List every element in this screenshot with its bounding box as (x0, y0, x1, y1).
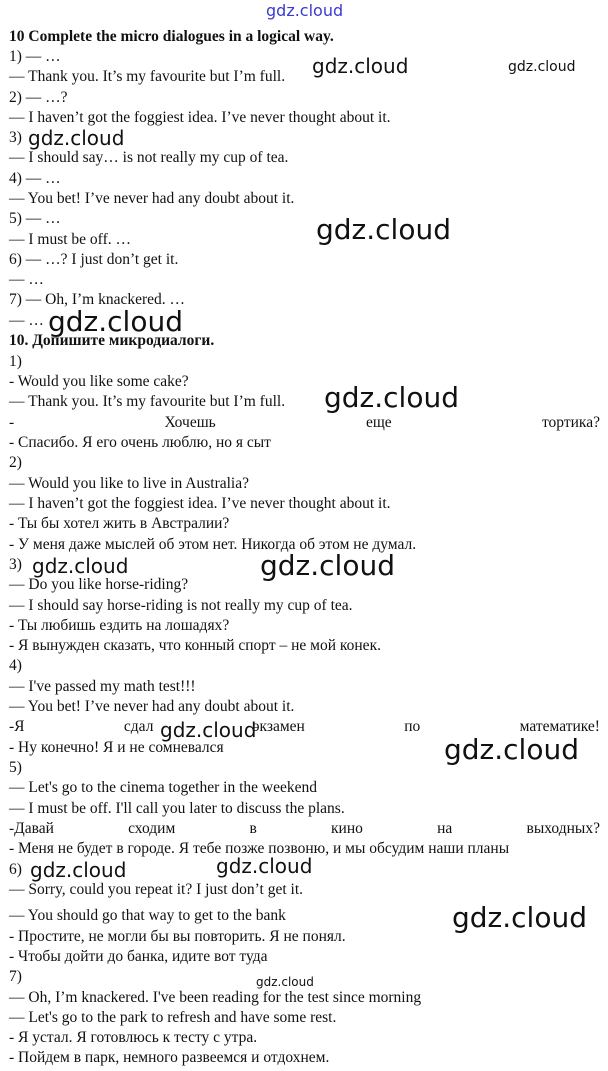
dialogue-line: — You should go that way to get to the bank (9, 907, 286, 924)
word: Хочешь (164, 414, 216, 431)
word: сходим (128, 820, 176, 837)
justified-line (9, 413, 600, 433)
word: математике! (519, 718, 600, 735)
watermark: gdz.cloud (312, 54, 409, 78)
dialogue-line: — I should say horse-riding is not really my cup of tea. (9, 597, 353, 614)
dialogue-line: - Ты бы хотел жить в Австралии? (9, 515, 230, 532)
word: -Давай (9, 820, 54, 837)
word: на (437, 820, 453, 837)
dialogue-line: 6) (9, 861, 22, 878)
word: в (249, 820, 257, 837)
watermark: gdz.cloud (452, 901, 587, 934)
exercise-title-ru: 10. Допишите микродиалоги. (9, 332, 215, 349)
watermark: gdz.cloud (30, 858, 127, 882)
dialogue-line: — Thank you. It’s my favourite but I’m full. (9, 393, 286, 410)
dialogue-line: — You bet! I’ve never had any doubt about it. (9, 698, 295, 715)
dialogue-line: — … (9, 271, 44, 288)
dialogue-line: - Ты любишь ездить на лошадях? (9, 617, 230, 634)
dialogue-line: - Я вынужден сказать, что конный спорт – не мой конек. (9, 637, 381, 654)
watermark-top: gdz.cloud (266, 1, 344, 20)
word: выходных? (526, 820, 600, 837)
dialogue-line: — Let's go to the cinema together in the weekend (9, 779, 317, 796)
dialogue-line: 7) (9, 968, 22, 985)
dialogue-line: — Would you like to live in Australia? (9, 475, 249, 492)
dialogue-line: - Would you like some cake? (9, 373, 189, 390)
justified-line (9, 717, 600, 737)
dialogue-line: — Do you like horse-riding? (9, 576, 189, 593)
dialogue-line: - Чтобы дойти до банка, идите вот туда (9, 948, 268, 965)
dialogue-line: - Меня не будет в городе. Я тебе позже позвоню, и мы обсудим наши планы (9, 840, 510, 857)
watermark: gdz.cloud (160, 718, 257, 742)
dialogue-line: — I've passed my math test!!! (9, 678, 196, 695)
dialogue-line: 2) (9, 454, 22, 471)
word: экзамен (252, 718, 305, 735)
dialogue-line: — I must be off. … (9, 231, 131, 248)
justified-line (9, 819, 600, 839)
watermark: gdz.cloud (216, 854, 313, 878)
dialogue-line: - Пойдем в парк, немного развеемся и отдохнем. (9, 1049, 330, 1066)
dialogue-line: - Я устал. Я готовлюсь к тесту с утра. (9, 1029, 258, 1046)
watermark: gdz.cloud (32, 554, 129, 578)
watermark: gdz.cloud (444, 733, 579, 766)
dialogue-line: - Спасибо. Я его очень люблю, но я сыт (9, 434, 271, 451)
word: сдал (123, 718, 154, 735)
dialogue-line: — Thank you. It’s my favourite but I’m full. (9, 68, 286, 85)
word: тортика? (541, 414, 600, 431)
dialogue-line: — You bet! I’ve never had any doubt about it. (9, 190, 295, 207)
dialogue-line: - У меня даже мыслей об этом нет. Никогда об этом не думал. (9, 536, 417, 553)
dialogue-line: 7) — Oh, I’m knackered. … (9, 291, 186, 308)
dialogue-line: — I haven’t got the foggiest idea. I’ve never thought about it. (9, 109, 391, 126)
dialogue-line: 6) — …? I just don’t get it. (9, 251, 179, 268)
dialogue-line: — … (9, 312, 44, 329)
dialogue-line: - Ну конечно! Я и не сомневался (9, 739, 224, 756)
dialogue-line: 4) — … (9, 170, 61, 187)
dialogue-line: — I haven’t got the foggiest idea. I’ve never thought about it. (9, 495, 391, 512)
dialogue-line: 5) — … (9, 210, 61, 227)
watermark: gdz.cloud (256, 975, 314, 989)
dialogue-line: - Простите, не могли бы вы повторить. Я не понял. (9, 928, 346, 945)
dialogue-line: — Sorry, could you repeat it? I just don’t get it. (9, 881, 304, 898)
exercise-title-en: 10 Complete the micro dialogues in a logical way. (9, 28, 334, 45)
dialogue-line: 5) (9, 759, 22, 776)
dialogue-line: 1) — … (9, 48, 61, 65)
dialogue-line: — I should say… is not really my cup of tea. (9, 149, 289, 166)
dialogue-line: 1) (9, 353, 22, 370)
dialogue-line: 3) (9, 556, 22, 573)
watermark: gdz.cloud (324, 381, 459, 414)
dialogue-line: 3) (9, 129, 22, 146)
dialogue-line: 2) — …? (9, 89, 68, 106)
watermark: gdz.cloud (28, 126, 125, 150)
dialogue-line: — I must be off. I'll call you later to discuss the plans. (9, 800, 345, 817)
word: - (9, 414, 15, 431)
word: -Я (9, 718, 25, 735)
watermark: gdz.cloud (508, 59, 576, 75)
word: по (404, 718, 421, 735)
watermark: gdz.cloud (316, 213, 451, 246)
word: еще (365, 414, 392, 431)
word: кино (331, 820, 363, 837)
dialogue-line: — Let's go to the park to refresh and have some rest. (9, 1009, 337, 1026)
watermark: gdz.cloud (260, 549, 395, 582)
dialogue-line: — Oh, I’m knackered. I've been reading for the test since morning (9, 989, 422, 1006)
dialogue-line: 4) (9, 657, 22, 674)
watermark: gdz.cloud (48, 305, 183, 338)
